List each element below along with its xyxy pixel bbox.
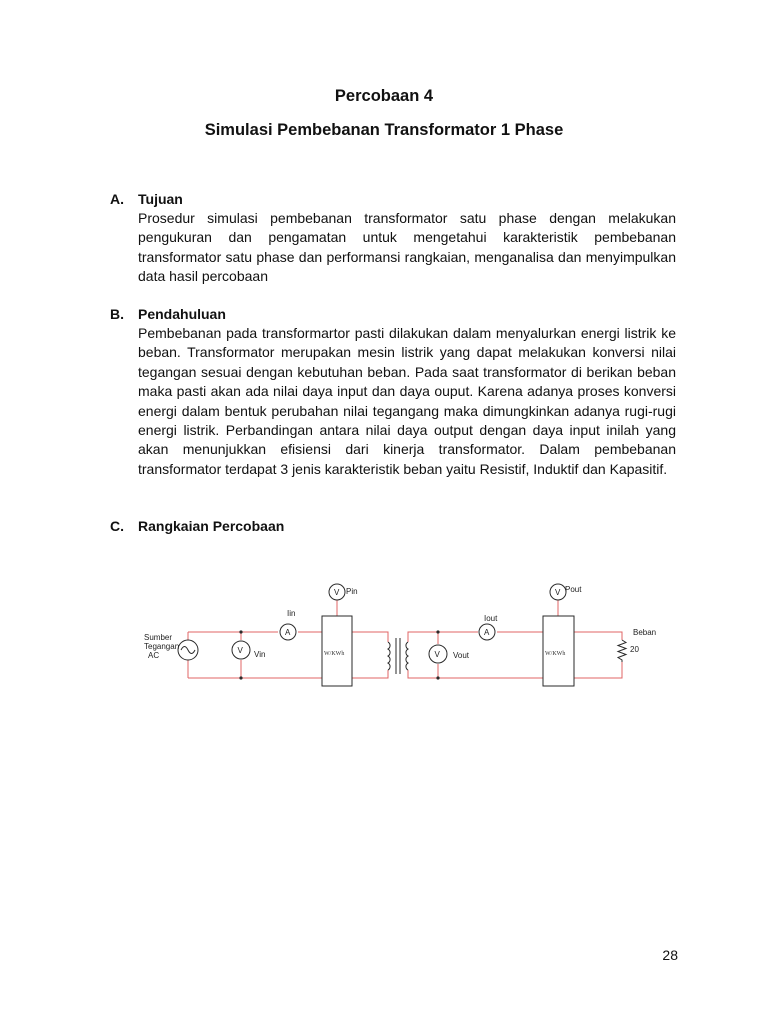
- source-label-line1: Sumber: [144, 633, 173, 642]
- section-body: Prosedur simulasi pembebanan transformator satu phase dengan melakukan pengukuran dan pengamatan untuk mengetahui karakteristik pembebanan transformator satu phase dan performansi rangkaian, menganalisa dan menyimpulkan data hasil percobaan: [138, 210, 676, 285]
- elements: [178, 584, 626, 686]
- load-resistor-icon: [618, 640, 626, 662]
- section-title: Pendahuluan: [138, 306, 226, 322]
- junction-dot: [239, 630, 242, 633]
- vin-label: Vin: [254, 650, 266, 659]
- primary-meter-text: W/KWh: [324, 651, 345, 657]
- source-label-line3: AC: [148, 651, 160, 660]
- section-heading: [110, 190, 678, 209]
- vout-label: Vout: [453, 651, 470, 660]
- pin-symbol: V: [334, 588, 340, 597]
- wire-primary-top-3: [352, 632, 388, 642]
- pout-label: Pout: [565, 585, 582, 594]
- section-heading: [110, 517, 678, 536]
- circuit-svg: [140, 578, 660, 696]
- load-label: Beban: [633, 628, 657, 637]
- wire-secondary-bottom-3: [574, 662, 622, 678]
- circuit-diagram: [140, 578, 660, 696]
- wire-secondary-top-3: [574, 632, 622, 640]
- section-title: Tujuan: [138, 191, 183, 207]
- page-number: 28: [662, 947, 678, 963]
- section-letter: B.: [110, 306, 124, 322]
- source-label-line2: Tegangan: [144, 642, 180, 651]
- junction-dot: [239, 676, 242, 679]
- wire-secondary-top: [408, 632, 478, 642]
- pout-symbol: V: [555, 588, 561, 597]
- section-body: Pembebanan pada transformartor pasti dilakukan dalam menyalurkan energi listrik ke beban. Transformator merupakan mesin listrik yang dapat melakukan konversi nilai tegangan sesuai dengan kebutuhan beban. Pada saat transformator di berikan beban maka pasti akan ada nilai daya input dan daya ouput. Karena adanya proses konversi energi dalam bentuk perubahan nilai tegangang maka dimungkinkan adanya rugi-rugi energi listrik. Perbandingan antara nilai daya output dengan daya input inilah yang akan menunjukkan efisiensi dari kinerja transformator. Dalam pembebanan transformator terdapat 3 jenis karakteristik beban yaitu Resistif, Induktif dan Kapasitif.: [138, 325, 676, 477]
- iout-symbol: A: [484, 628, 490, 637]
- section-heading: [110, 305, 678, 324]
- load-value: 20: [630, 645, 639, 654]
- page-title: Percobaan 4: [334, 87, 434, 105]
- iin-label: Iin: [287, 609, 296, 618]
- section-tujuan: [110, 190, 678, 287]
- wire-secondary-bottom: [408, 670, 425, 678]
- section-letter: A.: [110, 191, 124, 207]
- wire-primary-bottom-2: [352, 670, 388, 678]
- junction-dot: [436, 676, 439, 679]
- vin-symbol: V: [237, 646, 243, 655]
- section-title: Rangkaian Percobaan: [138, 518, 285, 534]
- iout-label: Iout: [484, 614, 498, 623]
- section-pendahuluan: [110, 305, 678, 479]
- section-letter: C.: [110, 518, 124, 534]
- transformer-primary-coil-icon: [388, 642, 390, 670]
- secondary-meter-text: W/KWh: [545, 651, 566, 657]
- vout-symbol: V: [434, 650, 440, 659]
- iin-symbol: A: [285, 628, 291, 637]
- junction-dot: [436, 630, 439, 633]
- pin-label: Pin: [346, 587, 358, 596]
- transformer-secondary-coil-icon: [406, 642, 408, 670]
- section-rangkaian: [110, 517, 678, 536]
- page-subtitle: Simulasi Pembebanan Transformator 1 Phase: [204, 121, 564, 139]
